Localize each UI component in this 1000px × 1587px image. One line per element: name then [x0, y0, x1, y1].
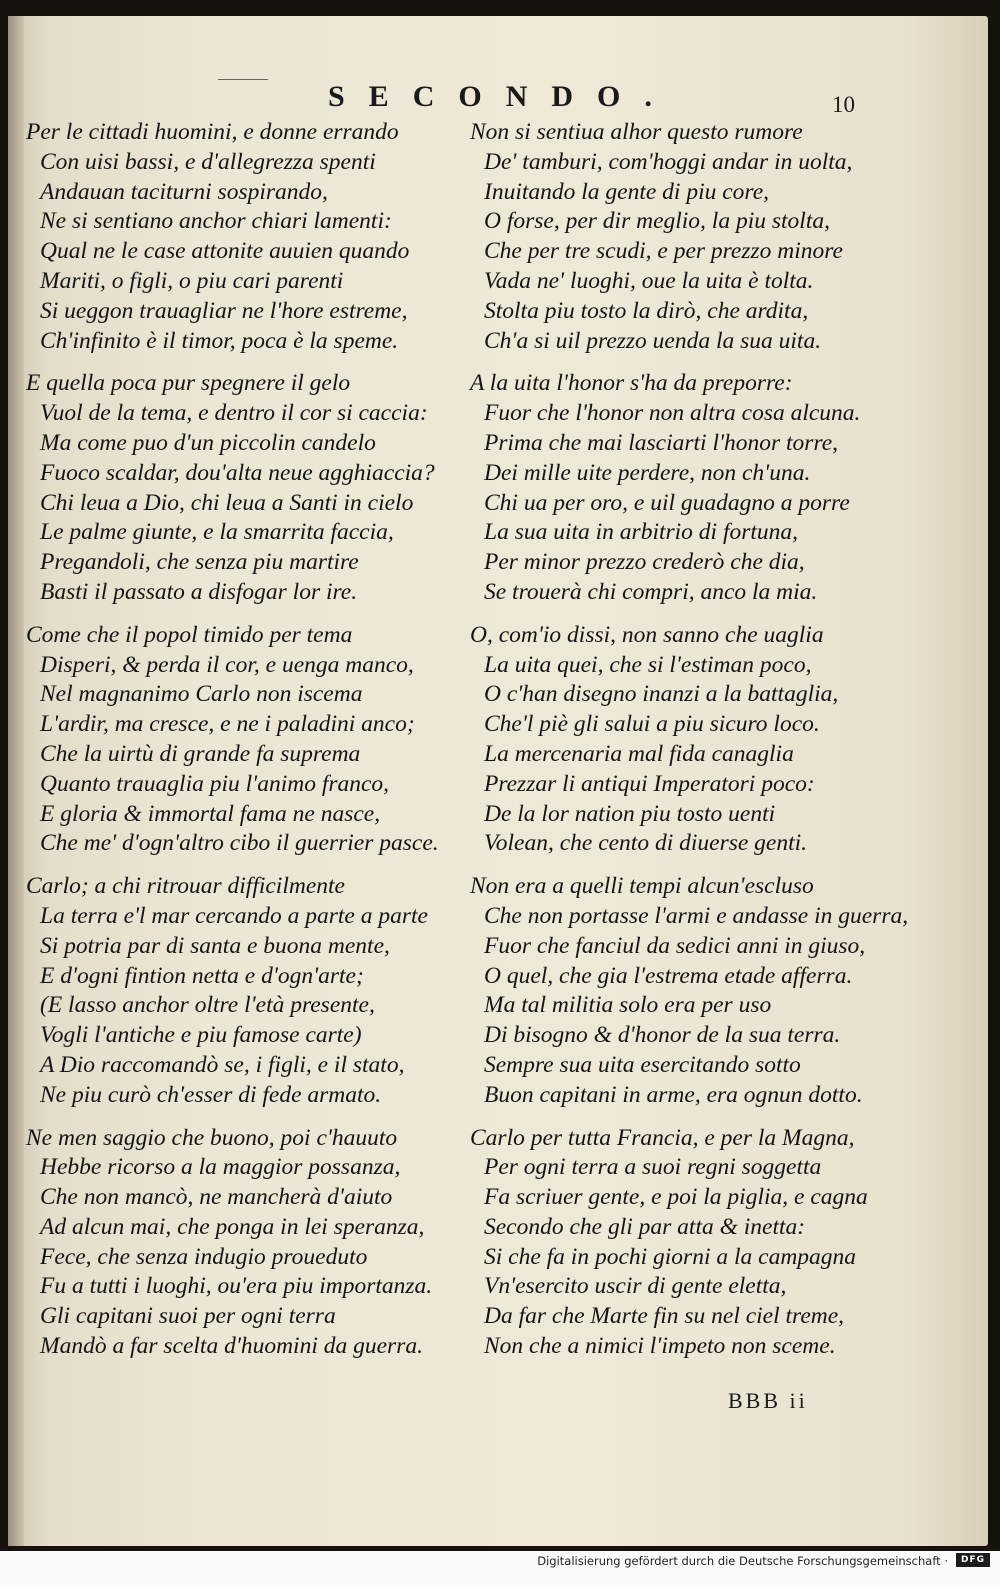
stanza — [26, 621, 481, 859]
verse-line: O forse, per dir meglio, la piu stolta, — [484, 208, 830, 235]
verse-line: Ch'a si uil prezzo uenda la sua uita. — [484, 327, 822, 354]
verse-line: La terra e'l mar cercando a parte a parte — [40, 902, 428, 929]
funding-footer: Digitalisierung gefördert durch die Deutsche Forschungsgemeinschaft · — [537, 1554, 948, 1568]
verse-line: Fece, che senza indugio proueduto — [40, 1243, 368, 1270]
verse-line: (E lasso anchor oltre l'età presente, — [40, 992, 375, 1019]
verse-line: Per ogni terra a suoi regni soggetta — [484, 1154, 822, 1181]
stanza — [470, 118, 925, 356]
verse-line: Non era a quelli tempi alcun'escluso — [470, 873, 814, 900]
verse-line: Vuol de la tema, e dentro il cor si caccia: — [40, 400, 428, 427]
verse-line: O c'han disegno inanzi a la battaglia, — [484, 681, 839, 708]
verse-line: Dei mille uite perdere, non ch'una. — [484, 459, 811, 486]
verse-line: Che me' d'ogn'altro cibo il guerrier pasce. — [40, 830, 439, 857]
verse-line: Qual ne le case attonite auuien quando — [40, 238, 410, 265]
verse-line: Fa scriuer gente, e poi la piglia, e cagna — [484, 1184, 868, 1211]
verse-line: Fuor che l'honor non altra cosa alcuna. — [484, 400, 861, 427]
signature-mark: BBB ii — [728, 1388, 808, 1413]
folio-number: 10 — [832, 92, 855, 117]
verse-line: Carlo per tutta Francia, e per la Magna, — [470, 1124, 855, 1151]
verse-line: Se trouerà chi compri, anco la mia. — [484, 578, 818, 605]
verse-line: Che la uirtù di grande fa suprema — [40, 740, 361, 767]
verse-line: De' tamburi, com'hoggi andar in uolta, — [484, 148, 853, 175]
verse-line: Di bisogno & d'honor de la sua terra. — [484, 1022, 841, 1049]
verse-line: Prezzar li antiqui Imperatori poco: — [484, 770, 815, 797]
verse-line: Non si sentiua alhor questo rumore — [470, 119, 803, 145]
verse-line: Inuitando la gente di piu core, — [484, 178, 769, 205]
verse-line: Andauan taciturni sospirando, — [40, 178, 328, 205]
verse-line: Ma come puo d'un piccolin candelo — [40, 429, 376, 456]
verse-line: Con uisi bassi, e d'allegrezza spenti — [40, 148, 376, 175]
verse-line: Si potria par di santa e buona mente, — [40, 932, 390, 959]
verse-line: Le palme giunte, e la smarrita faccia, — [40, 519, 394, 546]
verse-line: Vogli l'antiche e piu famose carte) — [40, 1022, 362, 1049]
right-column — [470, 118, 925, 1375]
verse-line: A Dio raccomandò se, i figli, e il stato, — [40, 1051, 405, 1078]
verse-line: Disperi, & perda il cor, e uenga manco, — [40, 651, 414, 678]
verse-line: Nel magnanimo Carlo non iscema — [40, 681, 363, 708]
verse-line: Mandò a far scelta d'huomini da guerra. — [40, 1333, 423, 1360]
stanza — [470, 1124, 925, 1362]
verse-line: Mariti, o figli, o piu cari parenti — [40, 267, 344, 294]
verse-line: Che non portasse l'armi e andasse in guerra, — [484, 902, 909, 929]
stanza — [26, 872, 481, 1110]
stanza — [470, 872, 925, 1110]
verse-line: Stolta piu tosto la dirò, che ardita, — [484, 297, 809, 324]
verse-line: Vn'esercito uscir di gente eletta, — [484, 1273, 787, 1300]
stanza — [26, 1124, 481, 1362]
verse-line: Come che il popol timido per tema — [26, 621, 353, 648]
verse-line: Ne si sentiano anchor chiari lamenti: — [40, 208, 392, 235]
stanza — [26, 118, 481, 356]
verse-line: Volean, che cento di diuerse genti. — [484, 830, 808, 857]
verse-line: Fuor che fanciul da sedici anni in giuso, — [484, 932, 866, 959]
verse-line: Per minor prezzo crederò che dia, — [484, 549, 805, 576]
verse-line: A la uita l'honor s'ha da preporre: — [470, 370, 793, 397]
verse-line: Vada ne' luoghi, oue la uita è tolta. — [484, 267, 814, 294]
stanza — [470, 621, 925, 859]
verse-line: Ma tal militia solo era per uso — [484, 992, 772, 1019]
verse-line: Da far che Marte fin su nel ciel treme, — [484, 1303, 845, 1330]
stanza — [26, 369, 481, 607]
stanza — [470, 369, 925, 607]
header-rule — [218, 79, 268, 80]
verse-line: Si che fa in pochi giorni a la campagna — [484, 1243, 857, 1270]
verse-line: Chi ua per oro, e uil guadagno a porre — [484, 489, 850, 516]
verse-line: Ne men saggio che buono, poi c'hauuto — [26, 1124, 398, 1151]
running-head: SECONDO. — [328, 80, 676, 113]
verse-line: Che'l piè gli salui a piu sicuro loco. — [484, 711, 820, 738]
verse-line: Hebbe ricorso a la maggior possanza, — [40, 1154, 401, 1181]
verse-line: La uita quei, che si l'estiman poco, — [484, 651, 812, 678]
verse-line: E quella poca pur spegnere il gelo — [26, 370, 351, 397]
verse-line: La mercenaria mal fida canaglia — [484, 740, 794, 767]
verse-line: O quel, che gia l'estrema etade afferra. — [484, 962, 853, 989]
verse-line: Pregandoli, che senza piu martire — [40, 549, 359, 576]
page-gutter-shadow — [8, 16, 24, 1546]
verse-line: Ad alcun mai, che ponga in lei speranza, — [40, 1213, 425, 1240]
verse-line: Carlo; a chi ritrouar difficilmente — [26, 873, 345, 900]
verse-line: Che per tre scudi, e per prezzo minore — [484, 238, 843, 265]
verse-line: Fuoco scaldar, dou'alta neue agghiaccia? — [40, 459, 435, 486]
verse-line: Non che a nimici l'impeto non sceme. — [484, 1333, 836, 1360]
verse-line: O, com'io dissi, non sanno che uaglia — [470, 621, 824, 648]
verse-line: Ne piu curò ch'esser di fede armato. — [40, 1081, 382, 1108]
verse-line: Si ueggon trauagliar ne l'hore estreme, — [40, 297, 408, 324]
verse-line: Secondo che gli par atta & inetta: — [484, 1213, 806, 1240]
verse-line: L'ardir, ma cresce, e ne i paladini anco; — [40, 711, 415, 738]
verse-line: La sua uita in arbitrio di fortuna, — [484, 519, 799, 546]
verse-line: Per le cittadi huomini, e donne errando — [26, 119, 399, 145]
verse-line: De la lor nation piu tosto uenti — [484, 800, 776, 827]
verse-line: Fu a tutti i luoghi, ou'era piu importanza. — [40, 1273, 433, 1300]
verse-line: Che non mancò, ne mancherà d'aiuto — [40, 1184, 393, 1211]
verse-line: Prima che mai lasciarti l'honor torre, — [484, 429, 839, 456]
verse-line: Gli capitani suoi per ogni terra — [40, 1303, 336, 1330]
verse-line: E d'ogni fintion netta e d'ogn'arte; — [40, 962, 364, 989]
left-column — [26, 118, 481, 1375]
verse-line: Buon capitani in arme, era ognun dotto. — [484, 1081, 863, 1108]
verse-line: E gloria & immortal fama ne nasce, — [40, 800, 381, 827]
verse-line: Basti il passato a disfogar lor ire. — [40, 578, 358, 605]
verse-line: Sempre sua uita esercitando sotto — [484, 1051, 801, 1078]
verse-line: Ch'infinito è il timor, poca è la speme. — [40, 327, 399, 354]
verse-line: Quanto trauaglia piu l'animo franco, — [40, 770, 390, 797]
verse-line: Chi leua a Dio, chi leua a Santi in cielo — [40, 489, 414, 516]
dfg-logo: DFG — [956, 1553, 990, 1567]
